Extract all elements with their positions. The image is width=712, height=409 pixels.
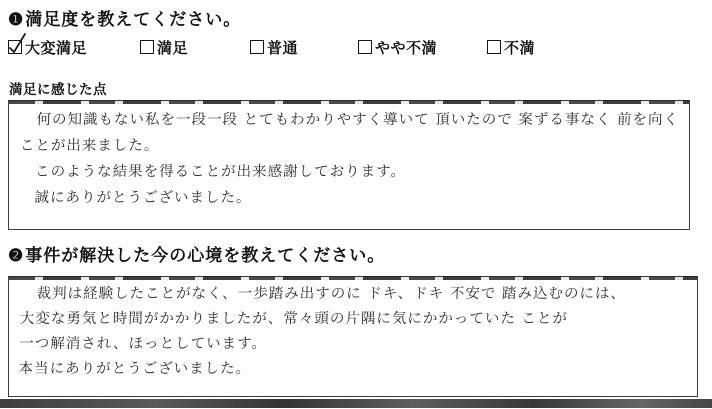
option-label: 普通 — [267, 40, 299, 57]
answer-box-satisfaction[interactable] — [8, 100, 690, 230]
circled-one-icon: ❶ — [8, 10, 25, 29]
checkbox-icon[interactable] — [140, 40, 154, 54]
answer-line: 誠にありがとうございました。 — [34, 190, 252, 206]
option-label: 不満 — [504, 40, 536, 57]
option-normal[interactable] — [250, 37, 298, 57]
option-label: やや不満 — [375, 40, 438, 57]
checkbox-icon[interactable] — [8, 40, 22, 54]
checkbox-icon[interactable] — [487, 40, 501, 54]
answer-line: このような結果を得ることが出来感謝しております。 — [34, 164, 407, 180]
option-label: 満足 — [157, 40, 189, 57]
answer-line: 本当にありがとうございました。 — [18, 361, 252, 377]
option-very-satisfied[interactable] — [8, 37, 87, 57]
satisfaction-points-label: 満足に感じた点 — [9, 82, 107, 97]
answer-line: 一つ解消され、ほっとしています。 — [19, 336, 268, 352]
circled-two-icon: ❷ — [8, 246, 25, 265]
answer-line: 裁判は経験したことがなく、一歩踏み出すのに ドキ、ドキ 不安で 踏み込むのには、 — [36, 286, 627, 302]
checkbox-icon[interactable] — [250, 40, 264, 54]
question2-title-text: 事件が解決した今の心境を教えてください。 — [25, 246, 386, 265]
answer-line: 何の知識もない私を一段一段 とてもわかりやすく導いて 頂いたので 案ずる事なく 前を向く — [36, 112, 680, 128]
question1-title-text: 満足度を教えてください。 — [25, 10, 242, 29]
option-slightly-dissatisfied[interactable] — [358, 37, 437, 57]
handwritten-answer-2 — [6, 277, 697, 382]
question1-title — [8, 5, 241, 30]
option-satisfied[interactable] — [140, 37, 188, 57]
handwritten-answer-1 — [6, 101, 689, 211]
scan-edge-artifact — [0, 399, 712, 408]
checkbox-icon[interactable] — [358, 40, 372, 54]
answer-line: 大変な勇気と時間がかかりましたが、常々頭の片隅に気にかかっていた ことが — [19, 311, 569, 327]
answer-line: ことが出来ました。 — [19, 138, 160, 154]
option-label: 大変満足 — [25, 40, 88, 57]
option-dissatisfied[interactable] — [487, 37, 535, 57]
answer-box-feelings[interactable] — [8, 276, 698, 397]
question2-title — [8, 241, 385, 266]
